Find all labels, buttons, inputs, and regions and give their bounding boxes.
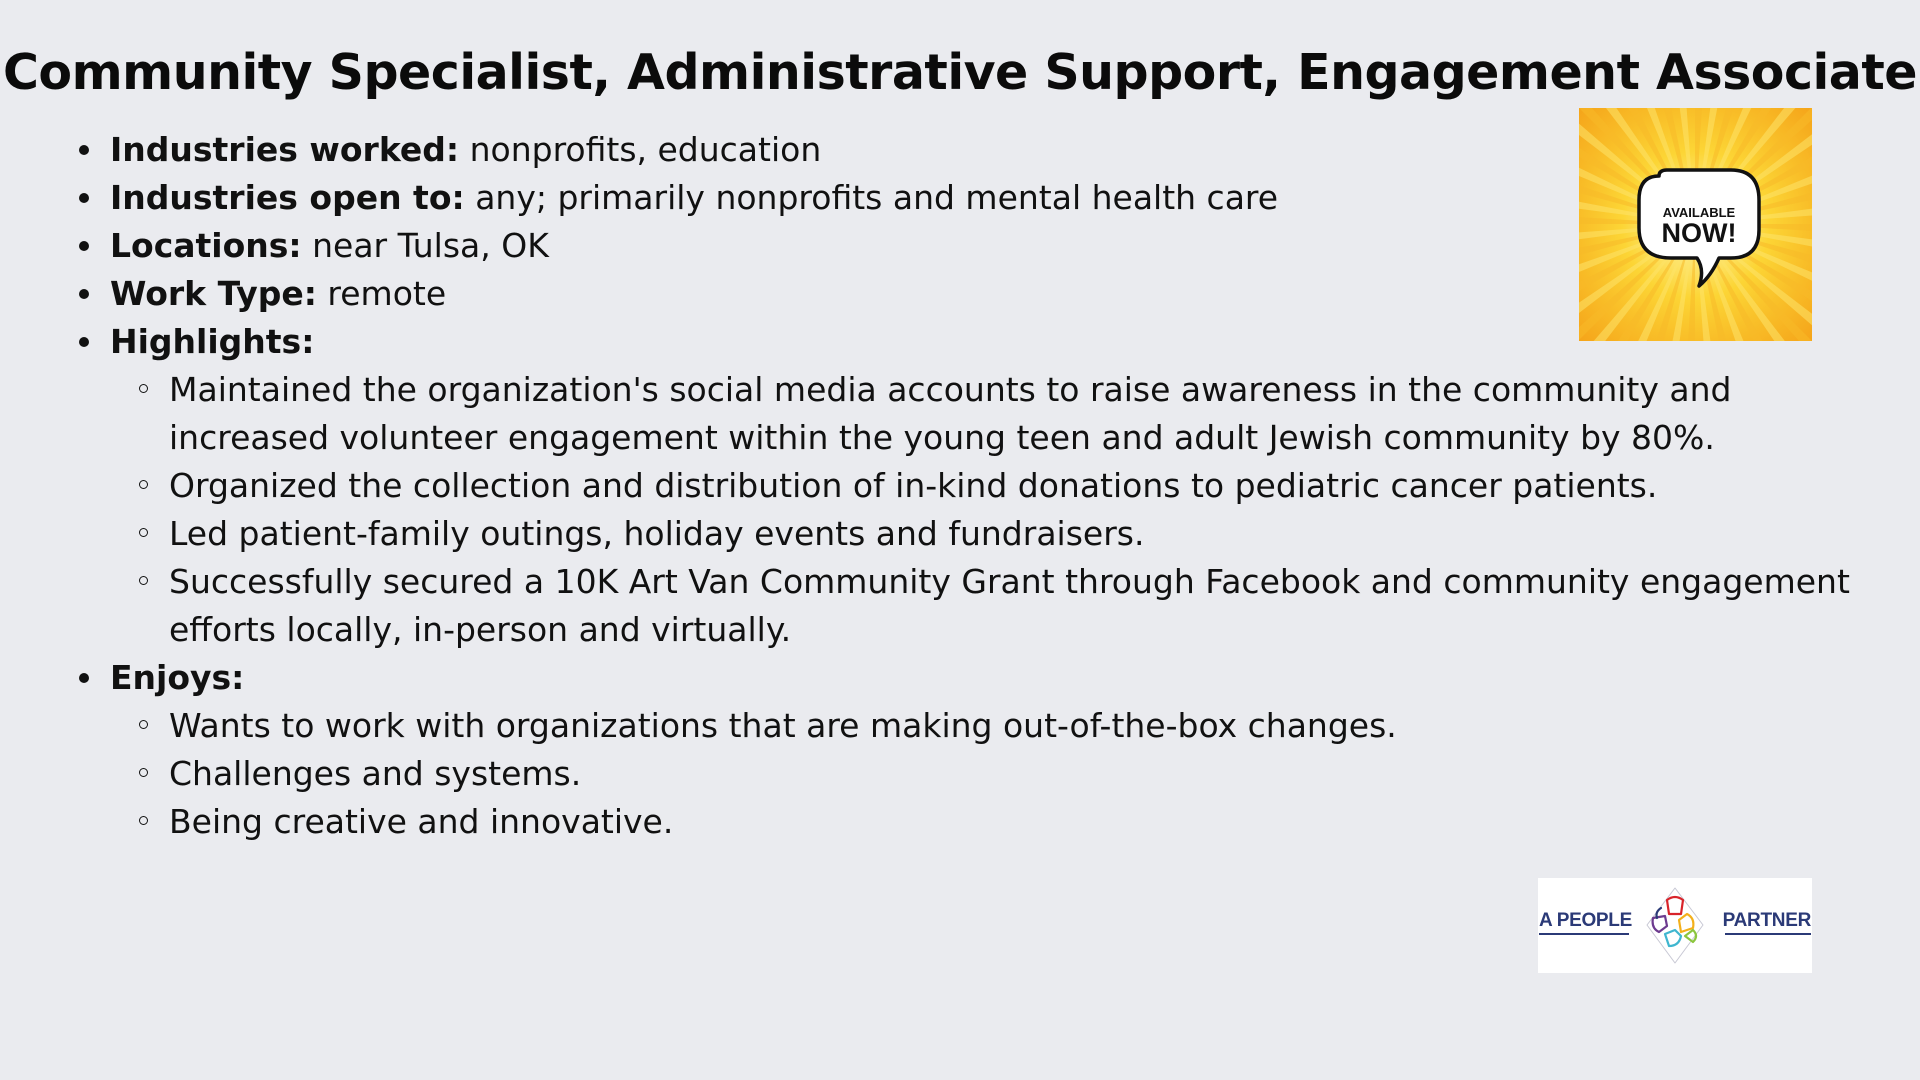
highlight-item bbox=[110, 558, 1876, 654]
detail-value: nonprofits, education bbox=[459, 130, 822, 169]
detail-label: Industries open to: bbox=[110, 178, 465, 217]
sub-bullet-icon bbox=[139, 768, 148, 777]
enjoys-text: Wants to work with organizations that are making out-of-the-box changes. bbox=[169, 706, 1397, 745]
detail-value: any; primarily nonprofits and mental health care bbox=[464, 178, 1279, 217]
sub-bullet-icon bbox=[139, 480, 148, 489]
section-label: Enjoys: bbox=[110, 658, 245, 697]
enjoys-text: Challenges and systems. bbox=[169, 754, 582, 793]
logo-text-right: PARTNER bbox=[1722, 910, 1811, 931]
sub-bullet-icon bbox=[139, 384, 148, 393]
enjoys-item bbox=[110, 702, 1876, 750]
detail-label: Locations: bbox=[110, 226, 302, 265]
sub-bullet-icon bbox=[139, 528, 148, 537]
detail-label: Work Type: bbox=[110, 274, 317, 313]
highlights-section bbox=[76, 318, 1876, 654]
enjoys-section bbox=[76, 654, 1876, 846]
enjoys-item bbox=[110, 798, 1876, 846]
sub-bullet-icon bbox=[139, 576, 148, 585]
logo-text-left: A PEOPLE bbox=[1539, 910, 1632, 931]
highlight-text: Maintained the organization's social media accounts to raise awareness in the community and increased volunteer engagement within the young teen and adult Jewish community by 80%. bbox=[169, 370, 1732, 457]
bullet-icon bbox=[79, 337, 89, 347]
enjoys-text: Being creative and innovative. bbox=[169, 802, 674, 841]
enjoys-list bbox=[110, 702, 1876, 846]
bullet-icon bbox=[79, 241, 89, 251]
highlight-item bbox=[110, 510, 1876, 558]
available-now-badge bbox=[1579, 108, 1812, 341]
highlight-text: Successfully secured a 10K Art Van Community Grant through Facebook and community engagement efforts locally, in-person and virtually. bbox=[169, 562, 1850, 649]
section-label: Highlights: bbox=[110, 322, 315, 361]
highlight-text: Organized the collection and distribution of in-kind donations to pediatric cancer patients. bbox=[169, 466, 1658, 505]
badge-line-1: AVAILABLE bbox=[1662, 205, 1736, 220]
logo-underline-left bbox=[1539, 933, 1629, 935]
page-title: Community Specialist, Administrative Support, Engagement Associate bbox=[2, 44, 1918, 101]
badge-line-2: NOW! bbox=[1661, 218, 1737, 248]
logo-underline-right bbox=[1725, 933, 1811, 935]
bullet-icon bbox=[79, 145, 89, 155]
highlight-item bbox=[110, 366, 1876, 462]
highlight-text: Led patient-family outings, holiday events and fundraisers. bbox=[169, 514, 1145, 553]
detail-value: remote bbox=[316, 274, 447, 313]
sub-bullet-icon bbox=[139, 720, 148, 729]
bullet-icon bbox=[79, 193, 89, 203]
highlights-list bbox=[110, 366, 1876, 654]
detail-label: Industries worked: bbox=[110, 130, 460, 169]
bullet-icon bbox=[79, 289, 89, 299]
highlight-item bbox=[110, 462, 1876, 510]
sub-bullet-icon bbox=[139, 816, 148, 825]
detail-value: near Tulsa, OK bbox=[301, 226, 549, 265]
hands-diamond-icon bbox=[1637, 878, 1713, 973]
bullet-icon bbox=[79, 673, 89, 683]
enjoys-item bbox=[110, 750, 1876, 798]
a-people-partner-logo bbox=[1538, 878, 1812, 973]
